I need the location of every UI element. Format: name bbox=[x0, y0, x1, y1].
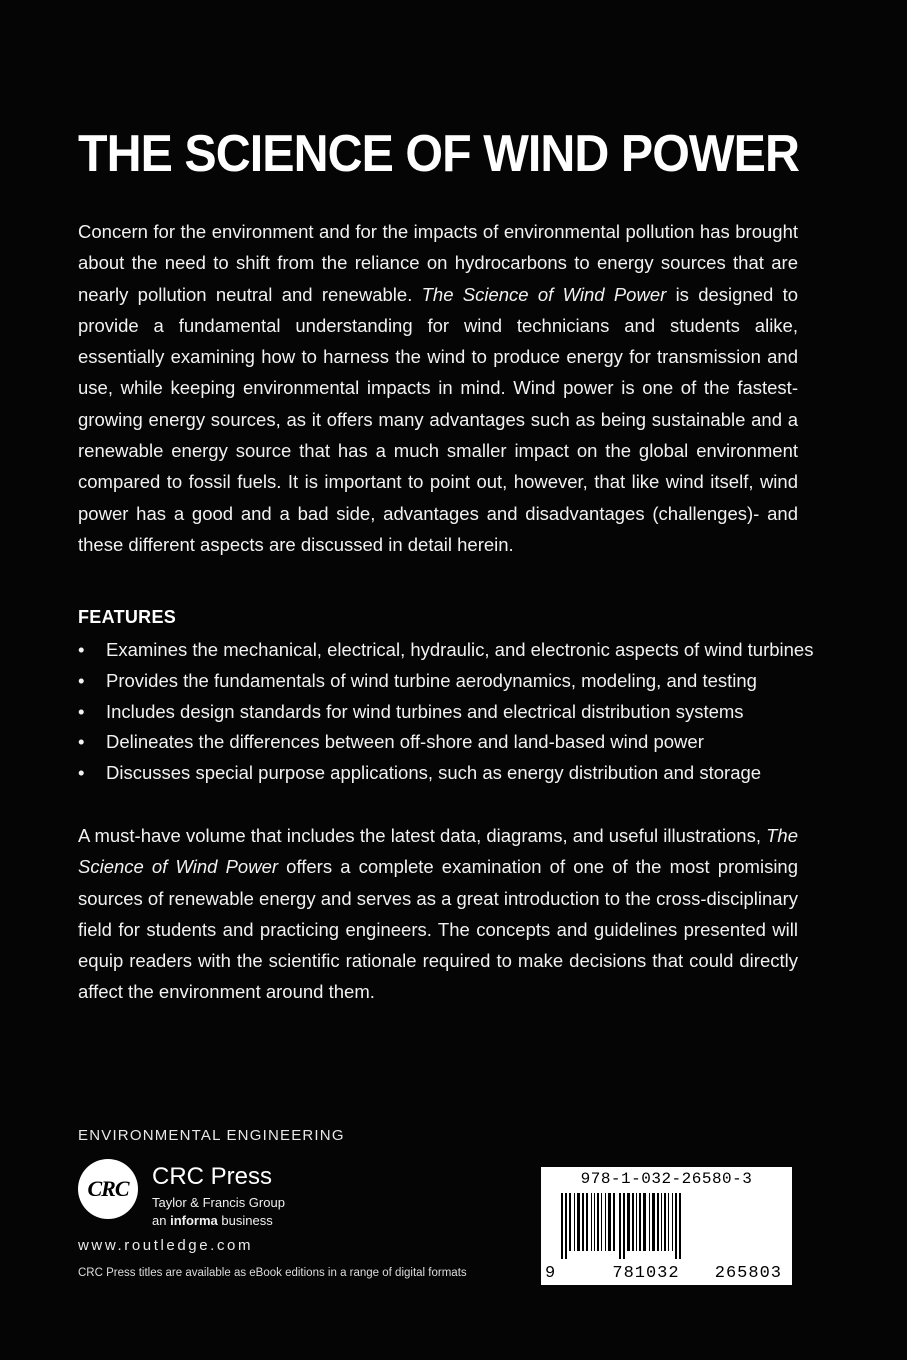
barcode-bar bbox=[597, 1193, 599, 1251]
closing-text-1: A must-have volume that includes the latest data, diagrams, and useful illustrations, bbox=[78, 825, 761, 846]
bullet-icon: • bbox=[78, 762, 85, 784]
barcode-bar bbox=[605, 1193, 606, 1251]
features-list bbox=[78, 635, 818, 789]
barcode-bar bbox=[668, 1193, 669, 1251]
feature-text: Provides the fundamentals of wind turbine aerodynamics, modeling, and testing bbox=[106, 669, 757, 691]
barcode-bar bbox=[639, 1193, 641, 1251]
barcode-bar bbox=[613, 1193, 615, 1251]
publisher-informa bbox=[152, 1212, 285, 1230]
barcode-bar bbox=[661, 1193, 662, 1251]
barcode-bar bbox=[608, 1193, 611, 1251]
isbn-number: 978-1-032-26580-3 bbox=[580, 1170, 753, 1188]
publisher-group: Taylor & Francis Group bbox=[152, 1195, 285, 1210]
bullet-icon: • bbox=[78, 700, 85, 722]
barcode-bars bbox=[555, 1193, 779, 1259]
barcode-bar bbox=[561, 1193, 563, 1259]
barcode-bar bbox=[636, 1193, 637, 1251]
ebook-note: CRC Press titles are available as eBook editions in a range of digital formats bbox=[78, 1267, 467, 1279]
book-title: THE SCIENCE OF WIND POWER bbox=[78, 125, 799, 183]
website-link[interactable]: www.routledge.com bbox=[78, 1237, 254, 1254]
bullet-icon: • bbox=[78, 731, 85, 753]
barcode-bar bbox=[623, 1193, 625, 1259]
barcode-bar bbox=[643, 1193, 646, 1251]
publisher-block bbox=[152, 1164, 285, 1230]
barcode-bar bbox=[591, 1193, 592, 1251]
barcode-bar bbox=[657, 1193, 659, 1251]
barcode-bar bbox=[565, 1193, 567, 1259]
barcode-bar bbox=[619, 1193, 621, 1259]
feature-item bbox=[78, 727, 818, 758]
feature-item bbox=[78, 635, 818, 666]
barcode-bar bbox=[627, 1193, 630, 1251]
isbn-left-digits: 781032 bbox=[612, 1264, 680, 1283]
informa-prefix: an bbox=[152, 1213, 167, 1228]
barcode-bar bbox=[679, 1193, 681, 1259]
intro-book-title: The Science of Wind Power bbox=[421, 283, 667, 305]
barcode-bar bbox=[672, 1193, 673, 1251]
barcode-bar bbox=[574, 1193, 575, 1251]
feature-text: Discusses special purpose applications, such as energy distribution and storage bbox=[106, 762, 762, 784]
isbn-barcode bbox=[541, 1167, 792, 1285]
isbn-lead-digit: 9 bbox=[545, 1264, 556, 1283]
crc-logo-icon bbox=[78, 1159, 138, 1219]
intro-text-2: is designed to provide a fundamental understanding for wind technicians and students alike, essentially examining how to harness the wind to produce energy for transmission and use, while keeping environmental impacts in mind. Wind power is one of the fastest-growing energy sources, as it offers many advantages such as being sustainable and a renewable energy source that has a much smaller impact on the global environment compared to fossil fuels. It is important to point out, however, that like wind itself, wind power has a good and a bad side, advantages and disadvantages (challenges)- and these different aspects are discussed in detail herein. bbox=[78, 283, 798, 555]
barcode-bar bbox=[586, 1193, 588, 1251]
bullet-icon: • bbox=[78, 639, 85, 660]
feature-text: Includes design standards for wind turbines and electrical distribution systems bbox=[106, 700, 744, 722]
informa-suffix: business bbox=[221, 1213, 273, 1228]
barcode-bar bbox=[649, 1193, 650, 1251]
intro-paragraph bbox=[78, 216, 798, 560]
subject-category: ENVIRONMENTAL ENGINEERING bbox=[78, 1127, 345, 1144]
barcode-bar bbox=[601, 1193, 602, 1251]
feature-item bbox=[78, 666, 818, 697]
intro-text-1: Concern for the environment and for the impacts of environmental pollution has brought about the need to shift from the reliance on hydrocarbons to energy sources that are nearly pollution neutral and renewable. bbox=[78, 221, 798, 305]
barcode-bar bbox=[577, 1193, 580, 1251]
crc-logo-text: CRC bbox=[87, 1176, 129, 1201]
isbn-right-digits: 265803 bbox=[714, 1264, 782, 1283]
bullet-icon: • bbox=[78, 669, 85, 691]
publisher-name: CRC Press bbox=[152, 1163, 273, 1190]
closing-paragraph bbox=[78, 820, 798, 1008]
closing-book-title: The Science of Wind Power bbox=[78, 825, 799, 878]
informa-bold: informa bbox=[170, 1213, 218, 1228]
feature-text: Delineates the differences between off-shore and land-based wind power bbox=[106, 731, 704, 753]
barcode-bar bbox=[569, 1193, 571, 1251]
feature-item bbox=[78, 697, 818, 728]
feature-text: Examines the mechanical, electrical, hydraulic, and electronic aspects of wind turbines bbox=[106, 639, 814, 660]
feature-item bbox=[78, 758, 818, 789]
isbn-digits bbox=[545, 1264, 788, 1283]
barcode-bar bbox=[582, 1193, 584, 1251]
barcode-bar bbox=[594, 1193, 595, 1251]
features-heading: FEATURES bbox=[78, 607, 177, 627]
barcode-bar bbox=[632, 1193, 634, 1251]
barcode-bar bbox=[664, 1193, 666, 1251]
barcode-bar bbox=[652, 1193, 655, 1251]
closing-text-2: offers a complete examination of one of the most promising sources of renewable energy and serves as a great introduction to the cross-disciplinary field for students and practicing engineers. The concepts and guidelines presented will equip readers with the scientific rationale required to make decisions that could directly affect the environment around them. bbox=[78, 856, 799, 1003]
barcode-bar bbox=[675, 1193, 677, 1259]
